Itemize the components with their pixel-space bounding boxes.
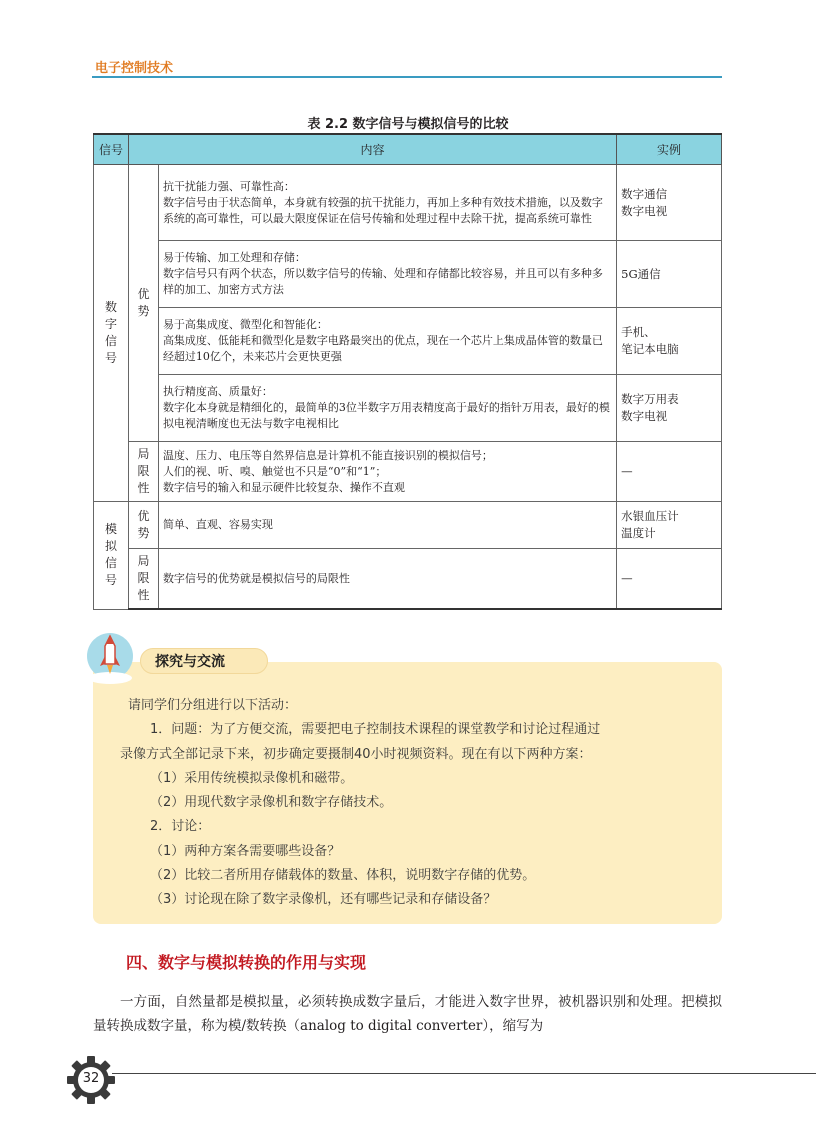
limitation-label: 局限性 xyxy=(137,554,150,602)
table-header-row xyxy=(94,134,722,165)
content-text: 抗干扰能力强、可靠性高： 数字信号由于状态简单，本身就有较强的抗干扰能力，再加上多种有效技术措施，以及数字系统的高可靠性，可以最大限度保证在信号传输和处理过程中去除干扰，提高系统可靠性 xyxy=(162,179,603,225)
explore-text xyxy=(120,694,710,913)
content-cell xyxy=(158,442,616,502)
col-header-content: 内容 xyxy=(128,134,616,165)
advantage-label: 优势 xyxy=(137,287,150,318)
table-caption: 表 2.2 数字信号与模拟信号的比较 xyxy=(307,117,509,132)
advantage-label: 优势 xyxy=(137,509,150,540)
explore-line: （1）采用传统模拟录像机和磁带。 xyxy=(150,770,354,786)
example-text: 数字通信 数字电视 xyxy=(621,186,668,218)
table-row xyxy=(94,308,722,375)
example-text: — xyxy=(621,464,633,478)
content-cell xyxy=(158,375,616,442)
digital-advantage-cell xyxy=(128,165,158,442)
table-row xyxy=(94,165,722,241)
footer-rule xyxy=(112,1073,816,1074)
example-cell xyxy=(617,241,722,308)
content-cell xyxy=(158,308,616,375)
explore-line: 录像方式全部记录下来，初步确定要摄制40小时视频资料。现在有以下两种方案： xyxy=(120,746,592,762)
example-text: 数字万用表 数字电视 xyxy=(621,392,679,423)
rocket-icon xyxy=(85,630,135,684)
explore-line: 2．讨论： xyxy=(150,819,211,835)
col-header-example: 实例 xyxy=(617,134,722,165)
example-cell xyxy=(617,549,722,610)
running-header: 电子控制技术 xyxy=(95,61,174,76)
example-cell xyxy=(617,502,722,549)
analog-advantage-cell xyxy=(128,502,158,549)
comparison-table xyxy=(93,133,722,610)
header-rule xyxy=(92,76,722,78)
digital-signal-label: 数字信号 xyxy=(104,300,117,365)
table-row xyxy=(94,375,722,442)
content-text: 数字信号的优势就是模拟信号的局限性 xyxy=(162,571,350,585)
example-text: 水银血压计 温度计 xyxy=(621,509,679,540)
content-text: 易于传输、加工处理和存储： 数字信号只有两个状态，所以数字信号的传输、处理和存储都比较容易，并且可以有多种多样的加工、加密方式方法 xyxy=(162,251,603,296)
example-cell xyxy=(617,375,722,442)
content-text: 简单、直观、容易实现 xyxy=(162,518,273,531)
table-row xyxy=(94,241,722,308)
example-text: 5G通信 xyxy=(621,266,661,281)
analog-signal-cell xyxy=(94,502,129,610)
example-text: 手机、 笔记本电脑 xyxy=(621,325,679,356)
example-text: — xyxy=(621,571,633,585)
explore-line: （1）两种方案各需要哪些设备？ xyxy=(150,843,341,859)
content-text: 温度、压力、电压等自然界信息是计算机不能直接识别的模拟信号； 人们的视、听、嗅、触觉也不只是“0”和“1”； 数字信号的输入和显示硬件比较复杂、操作不直观 xyxy=(162,448,493,494)
table-row xyxy=(94,442,722,502)
section-heading: 四、数字与模拟转换的作用与实现 xyxy=(126,953,367,972)
content-cell xyxy=(158,549,616,610)
digital-limitation-cell xyxy=(128,442,158,502)
limitation-label: 局限性 xyxy=(137,447,150,495)
explore-line: （2）比较二者所用存储载体的数量、体积，说明数字存储的优势。 xyxy=(150,868,536,884)
col-header-signal: 信号 xyxy=(94,134,129,165)
explore-title: 探究与交流 xyxy=(140,648,268,674)
content-cell xyxy=(158,502,616,549)
table-row xyxy=(94,549,722,610)
content-cell xyxy=(158,165,616,241)
content-cell xyxy=(158,241,616,308)
page-number: 32 xyxy=(82,1071,100,1086)
explore-line: 1．问题：为了方便交流，需要把电子控制技术课程的课堂教学和讨论过程通过 xyxy=(150,722,601,738)
body-paragraph: 一方面，自然量都是模拟量，必须转换成数字量后，才能进入数字世界，被机器识别和处理。把模拟量转换成数字量，称为模/数转换（analog to digital converter），缩写为 xyxy=(93,994,722,1034)
explore-line: （3）讨论现在除了数字录像机，还有哪些记录和存储设备？ xyxy=(150,892,497,908)
explore-line: （2）用现代数字录像机和数字存储技术。 xyxy=(150,795,393,811)
explore-line: 请同学们分组进行以下活动： xyxy=(128,698,298,713)
example-cell xyxy=(617,308,722,375)
content-text: 执行精度高、质量好： 数字化本身就是精细化的，最简单的3位半数字万用表精度高于最好的指针万用表，最好的模拟电视清晰度也无法与数字电视相比 xyxy=(162,385,610,430)
digital-signal-cell xyxy=(94,165,129,502)
content-text: 易于高集成度、微型化和智能化： 高集成度、低能耗和微型化是数字电路最突出的优点，现在一个芯片上集成晶体管的数量已经超过10亿个，未来芯片会更快更强 xyxy=(162,318,603,363)
example-cell xyxy=(617,165,722,241)
example-cell xyxy=(617,442,722,502)
analog-signal-label: 模拟信号 xyxy=(104,522,117,588)
table-row xyxy=(94,502,722,549)
analog-limitation-cell xyxy=(128,549,158,610)
